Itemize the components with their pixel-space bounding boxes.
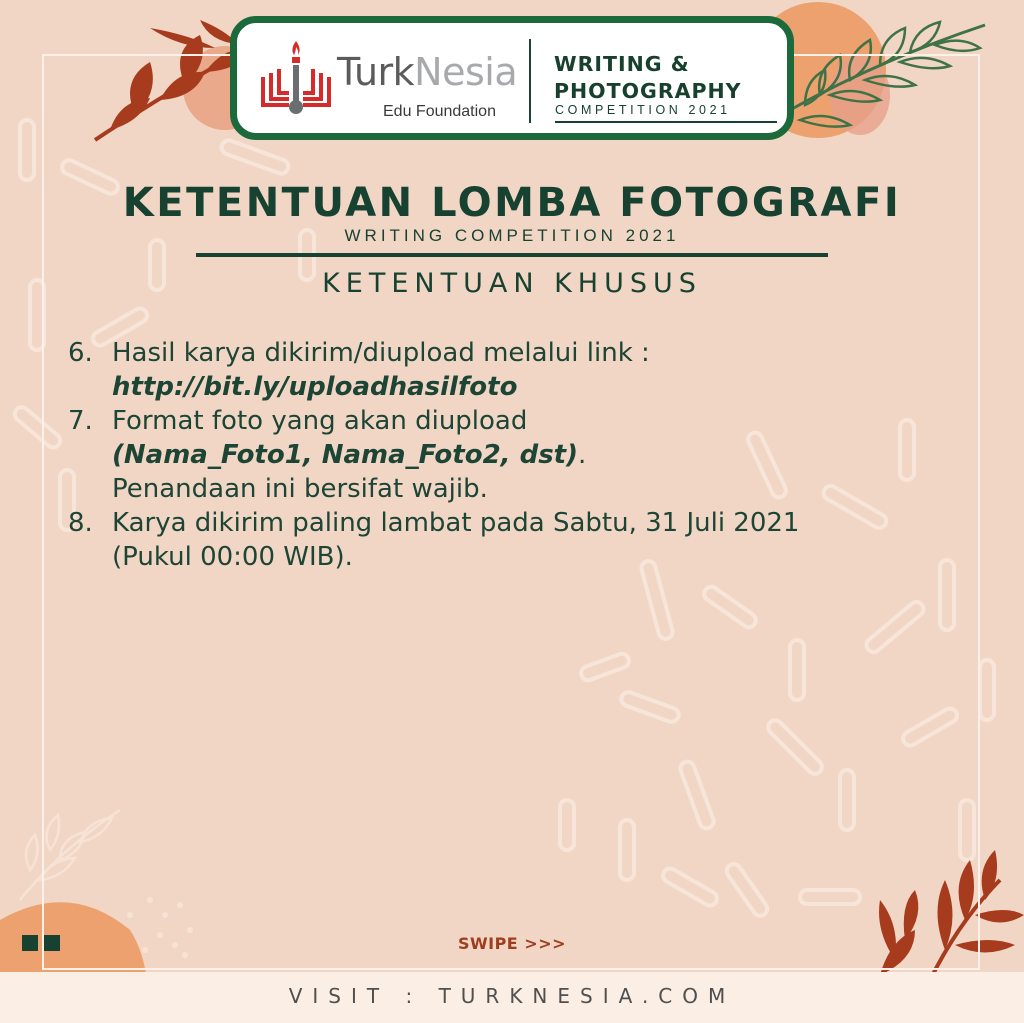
file-format: (Nama_Foto1, Nama_Foto2, dst) bbox=[112, 440, 578, 470]
footer bbox=[0, 972, 1024, 1023]
page-title: KETENTUAN LOMBA FOTOGRAFI bbox=[122, 180, 902, 226]
brand-name bbox=[337, 50, 518, 94]
rule-number: 8. bbox=[68, 508, 93, 538]
rule-number: 6. bbox=[68, 338, 93, 368]
list-item bbox=[68, 506, 968, 574]
swipe-hint[interactable]: SWIPE >>> bbox=[457, 934, 567, 953]
rule-text: Format foto yang akan diupload bbox=[112, 406, 528, 436]
competition-underline bbox=[555, 121, 777, 123]
rule-text: Hasil karya dikirim/diupload melalui link : bbox=[112, 338, 650, 368]
rule-format-line bbox=[112, 438, 968, 472]
footer-website[interactable]: VISIT : TURKNESIA.COM bbox=[288, 984, 736, 1008]
brand-nesia: Nesia bbox=[414, 50, 518, 94]
rule-text: (Pukul 00:00 WIB). bbox=[112, 542, 353, 572]
brand-turk: Turk bbox=[337, 50, 415, 94]
torch-book-logo-icon bbox=[255, 33, 337, 125]
list-item bbox=[68, 336, 968, 404]
rule-text: Karya dikirim paling lambat pada Sabtu, 31 Juli 2021 bbox=[112, 508, 800, 538]
header-badge bbox=[230, 16, 794, 140]
badge-divider bbox=[529, 39, 531, 123]
list-item bbox=[68, 404, 968, 506]
page-subtitle: WRITING COMPETITION 2021 bbox=[344, 226, 680, 245]
section-title: KETENTUAN KHUSUS bbox=[322, 268, 702, 299]
brand-subtitle: Edu Foundation bbox=[383, 103, 496, 120]
title-divider bbox=[196, 253, 828, 257]
competition-year: COMPETITION 2021 bbox=[555, 103, 731, 117]
rules-list bbox=[68, 336, 968, 574]
competition-title: WRITING & PHOTOGRAPHY bbox=[554, 52, 742, 103]
upload-link[interactable]: http://bit.ly/uploadhasilfoto bbox=[112, 372, 518, 402]
format-end: . bbox=[578, 440, 587, 470]
rule-number: 7. bbox=[68, 406, 93, 436]
rule-text: Penandaan ini bersifat wajib. bbox=[112, 474, 488, 504]
